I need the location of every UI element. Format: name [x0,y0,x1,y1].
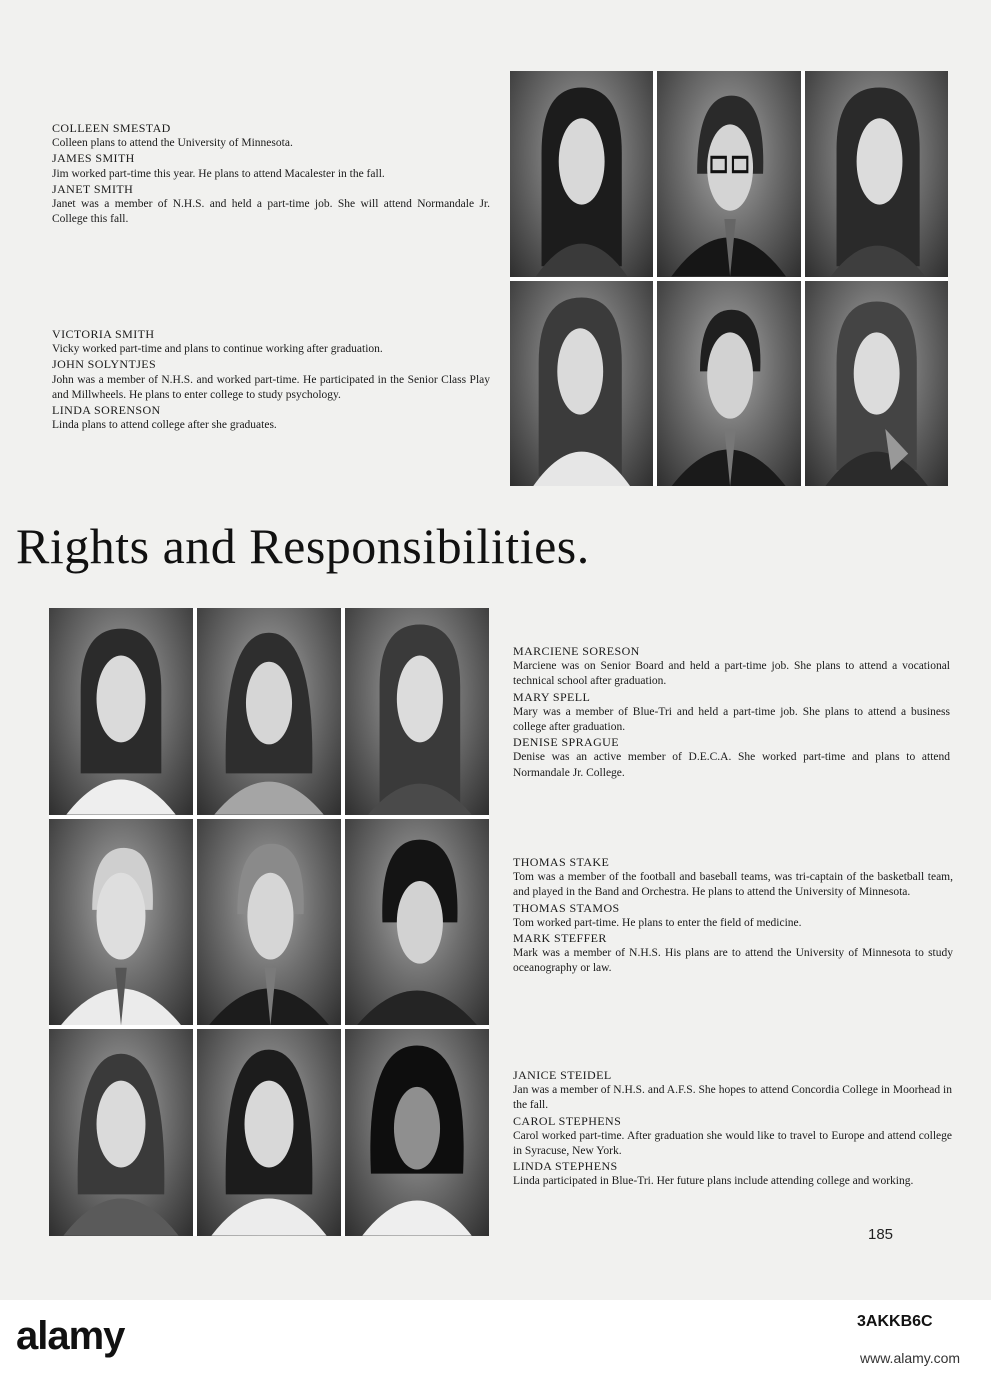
bio-entry [52,327,490,357]
bottom-bios-group-a [513,644,950,781]
portrait-photo [510,281,653,487]
student-bio: Jim worked part-time this year. He plans to attend Macalester in the fall. [52,167,385,180]
image-id: 3AKKB6C [857,1313,933,1330]
student-name: COLLEEN SMESTAD [52,121,171,135]
student-name: JAMES SMITH [52,151,135,166]
student-bio: Mary was a member of Blue-Tri and held a part-time job. She plans to attend a business college after graduation. [513,705,950,734]
bottom-portrait-grid [49,608,489,1236]
student-name: LINDA STEPHENS [513,1159,618,1174]
student-bio: Linda plans to attend college after she graduates. [52,419,277,432]
bio-entry [52,182,490,228]
student-name: THOMAS STAKE [513,855,610,869]
page-heading: Rights and Responsibilities. [16,518,590,574]
bio-entry [513,690,950,736]
student-bio: Tom worked part-time. He plans to enter the field of medicine. [513,916,802,929]
bottom-bios-group-b [513,855,953,977]
top-bios-group-b [52,327,490,433]
student-name: MARCIENE SORESON [513,644,640,658]
student-bio: John was a member of N.H.S. and worked part-time. He participated in the Senior Class Play and Millwheels. He plans to enter college to study psychology. [52,373,490,401]
bio-entry [52,403,490,433]
student-name: DENISE SPRAGUE [513,735,619,750]
portrait-photo [345,819,489,1026]
bio-entry [513,1114,952,1160]
portrait-photo [805,281,948,487]
portrait-photo [49,1029,193,1236]
bio-entry [513,855,953,901]
bio-entry [513,1068,952,1114]
stock-logo: alamy [16,1314,125,1358]
bottom-bios-group-c [513,1068,952,1190]
bio-entry [513,901,953,931]
student-name: MARY SPELL [513,689,591,704]
portrait-photo [657,71,800,277]
portrait-photo [49,608,193,815]
top-bios-group-a [52,121,490,227]
portrait-photo [197,819,341,1026]
portrait-photo [49,819,193,1026]
student-bio: Janet was a member of N.H.S. and held a part-time job. She will attend Normandale Jr. College this fall. [52,198,490,226]
student-bio: Mark was a member of N.H.S. His plans are to attend the University of Minnesota to study oceanography or law. [513,947,953,975]
portrait-photo [345,1029,489,1236]
bio-entry [513,644,950,690]
student-bio: Linda participated in Blue-Tri. Her future plans include attending college and working. [513,1175,914,1188]
student-name: CAROL STEPHENS [513,1113,622,1128]
portrait-photo [197,1029,341,1236]
student-name: MARK STEFFER [513,931,607,946]
bio-entry [52,121,490,151]
portrait-photo [805,71,948,277]
student-bio: Colleen plans to attend the University of Minnesota. [52,137,293,150]
bio-entry [52,357,490,403]
top-portrait-grid [510,71,948,486]
portrait-photo [510,71,653,277]
watermark-footer [0,1300,991,1390]
student-name: JOHN SOLYNTJES [52,357,157,372]
student-bio: Carol worked part-time. After graduation she would like to travel to Europe and attend college in Syracuse, New York. [513,1129,952,1158]
bio-entry [513,735,950,781]
portrait-photo [345,608,489,815]
student-bio: Marciene was on Senior Board and held a part-time job. She plans to attend a vocational technical school after graduation. [513,660,950,688]
bio-entry [52,151,490,181]
student-bio: Jan was a member of N.H.S. and A.F.S. She hopes to attend Concordia College in Moorhead in the fall. [513,1084,952,1112]
student-name: JANET SMITH [52,181,134,196]
student-name: JANICE STEIDEL [513,1068,612,1082]
student-bio: Denise was an active member of D.E.C.A. She worked part-time and plans to attend Normandale Jr. College. [513,751,950,779]
page-number: 185 [868,1226,894,1243]
portrait-photo [197,608,341,815]
student-name: VICTORIA SMITH [52,327,155,341]
student-name: LINDA SORENSON [52,403,161,418]
student-bio: Vicky worked part-time and plans to continue working after graduation. [52,343,383,356]
portrait-photo [657,281,800,487]
student-name: THOMAS STAMOS [513,900,620,915]
bio-entry [513,1159,952,1189]
student-bio: Tom was a member of the football and baseball teams, was tri-captain of the basketball team, and played in the Band and Orchestra. He plans to attend the University of Minnesota. [513,871,953,899]
stock-url: www.alamy.com [860,1350,961,1366]
bio-entry [513,931,953,977]
